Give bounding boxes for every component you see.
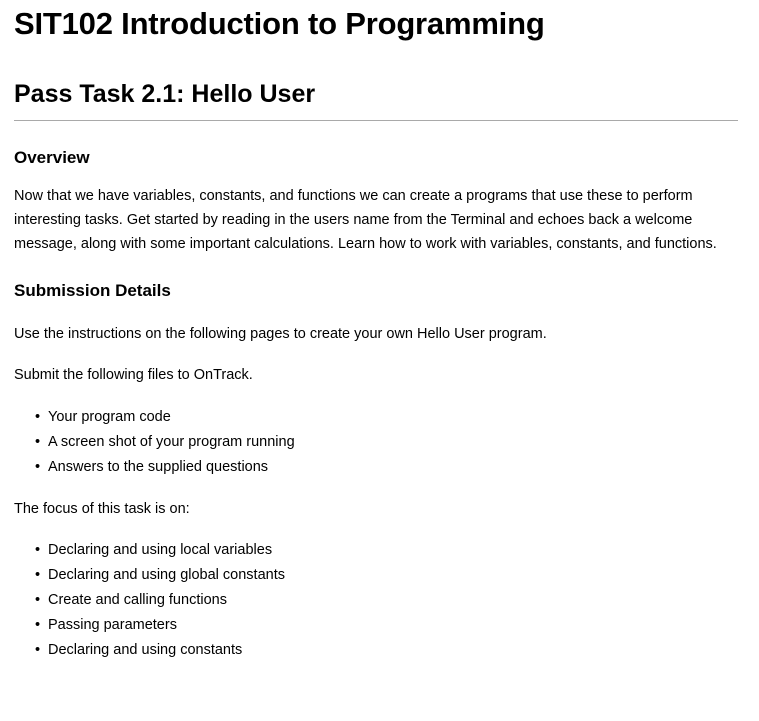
list-item-text: Declaring and using constants <box>48 642 243 658</box>
list-item <box>14 430 738 455</box>
bullet-icon: • <box>35 459 41 475</box>
list-item-text: Passing parameters <box>48 617 177 633</box>
list-item-text: A screen shot of your program running <box>48 434 295 450</box>
bullet-icon: • <box>35 434 41 450</box>
list-item-text: Create and calling functions <box>48 592 227 608</box>
bullet-icon: • <box>35 409 41 425</box>
overview-paragraph: Now that we have variables, constants, and functions we can create a programs that use these to perform interesting tasks. Get started by reading in the users name from the Terminal and echoes back a welcome message, along with some important calculations. Learn how to work with variables, constants, and functions. <box>14 188 717 252</box>
list-item-text: Answers to the supplied questions <box>48 459 269 475</box>
focus-intro-paragraph: The focus of this task is on: <box>14 501 190 517</box>
bullet-icon: • <box>35 642 41 658</box>
list-item <box>14 588 738 613</box>
submit-intro-paragraph: Submit the following files to OnTrack. <box>14 367 253 383</box>
task-title: Pass Task 2.1: Hello User <box>14 80 316 108</box>
list-item <box>14 638 738 663</box>
list-item-text: Your program code <box>48 409 171 425</box>
list-item-text: Declaring and using local variables <box>48 542 273 558</box>
overview-heading: Overview <box>14 148 90 167</box>
focus-list <box>14 538 738 663</box>
bullet-icon: • <box>35 567 41 583</box>
bullet-icon: • <box>35 592 41 608</box>
title-divider <box>14 120 738 121</box>
submission-details-heading: Submission Details <box>14 281 171 300</box>
bullet-icon: • <box>35 542 41 558</box>
list-item <box>14 405 738 430</box>
list-item-text: Declaring and using global constants <box>48 567 285 583</box>
list-item <box>14 613 738 638</box>
instructions-paragraph: Use the instructions on the following pages to create your own Hello User program. <box>14 326 547 342</box>
list-item <box>14 538 738 563</box>
course-title: SIT102 Introduction to Programming <box>14 6 545 41</box>
submission-files-list <box>14 405 738 480</box>
list-item <box>14 455 738 480</box>
bullet-icon: • <box>35 617 41 633</box>
list-item <box>14 563 738 588</box>
